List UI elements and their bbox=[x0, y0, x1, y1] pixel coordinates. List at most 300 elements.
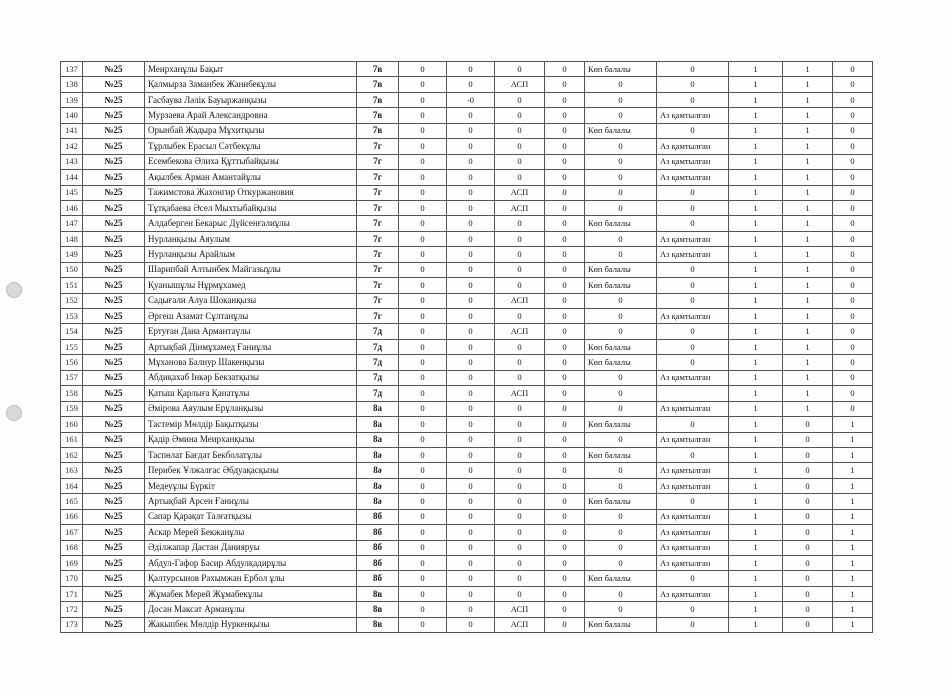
col-8: 1 bbox=[783, 262, 833, 277]
school-number: №25 bbox=[83, 432, 145, 447]
table-row bbox=[61, 278, 873, 293]
col-9: 0 bbox=[833, 293, 873, 308]
students-table bbox=[60, 61, 873, 633]
class-name: 7г bbox=[357, 170, 399, 185]
col-8: 1 bbox=[783, 154, 833, 169]
col-4: 0 bbox=[545, 293, 585, 308]
col-8: 1 bbox=[783, 77, 833, 92]
col-4: 0 bbox=[545, 463, 585, 478]
col-3: 0 bbox=[495, 92, 545, 107]
class-name: 7г bbox=[357, 231, 399, 246]
school-number: №25 bbox=[83, 417, 145, 432]
col-5: 0 bbox=[585, 139, 657, 154]
col-1: 0 bbox=[399, 309, 447, 324]
class-name: 8б bbox=[357, 509, 399, 524]
row-number: 155 bbox=[61, 339, 83, 354]
col-4: 0 bbox=[545, 355, 585, 370]
row-number: 168 bbox=[61, 540, 83, 555]
col-3: 0 bbox=[495, 586, 545, 601]
class-name: 7в bbox=[357, 77, 399, 92]
school-number: №25 bbox=[83, 617, 145, 632]
col-7: 1 bbox=[729, 77, 783, 92]
col-7: 1 bbox=[729, 556, 783, 571]
col-5: 0 bbox=[585, 463, 657, 478]
col-1: 0 bbox=[399, 447, 447, 462]
col-7: 1 bbox=[729, 123, 783, 138]
col-3: 0 bbox=[495, 432, 545, 447]
row-number: 145 bbox=[61, 185, 83, 200]
col-7: 1 bbox=[729, 586, 783, 601]
col-4: 0 bbox=[545, 309, 585, 324]
col-2: 0 bbox=[447, 339, 495, 354]
col-8: 0 bbox=[783, 432, 833, 447]
class-name: 7д bbox=[357, 339, 399, 354]
col-7: 1 bbox=[729, 525, 783, 540]
col-7: 1 bbox=[729, 324, 783, 339]
col-6: 0 bbox=[657, 602, 729, 617]
school-number: №25 bbox=[83, 447, 145, 462]
col-2: 0 bbox=[447, 556, 495, 571]
class-name: 7г bbox=[357, 139, 399, 154]
row-number: 142 bbox=[61, 139, 83, 154]
col-2: 0 bbox=[447, 447, 495, 462]
col-9: 0 bbox=[833, 123, 873, 138]
row-number: 140 bbox=[61, 108, 83, 123]
student-name: Шарипбай Алтынбек Майгазыұлы bbox=[145, 262, 357, 277]
row-number: 171 bbox=[61, 586, 83, 601]
school-number: №25 bbox=[83, 170, 145, 185]
student-name: Тастемір Мөлдір Бақытқызы bbox=[145, 417, 357, 432]
col-8: 1 bbox=[783, 370, 833, 385]
col-5: 0 bbox=[585, 540, 657, 555]
col-8: 1 bbox=[783, 339, 833, 354]
student-name: Алдаберген Бекарыс Дүйсенғалиұлы bbox=[145, 216, 357, 231]
col-8: 0 bbox=[783, 602, 833, 617]
col-6: 0 bbox=[657, 324, 729, 339]
col-9: 1 bbox=[833, 447, 873, 462]
school-number: №25 bbox=[83, 478, 145, 493]
row-number: 167 bbox=[61, 525, 83, 540]
table-row bbox=[61, 386, 873, 401]
col-1: 0 bbox=[399, 216, 447, 231]
col-4: 0 bbox=[545, 401, 585, 416]
col-8: 0 bbox=[783, 571, 833, 586]
col-3: АСП bbox=[495, 617, 545, 632]
class-name: 7г bbox=[357, 216, 399, 231]
table-row bbox=[61, 77, 873, 92]
col-2: 0 bbox=[447, 540, 495, 555]
col-2: 0 bbox=[447, 586, 495, 601]
col-7: 1 bbox=[729, 262, 783, 277]
table-row bbox=[61, 447, 873, 462]
col-7: 1 bbox=[729, 170, 783, 185]
class-name: 8б bbox=[357, 525, 399, 540]
table-row bbox=[61, 494, 873, 509]
student-name: Гасбаува Ләлік Бауыржанқызы bbox=[145, 92, 357, 107]
col-5: Көп балалы bbox=[585, 447, 657, 462]
col-6: Аз қамтылған bbox=[657, 540, 729, 555]
table-row bbox=[61, 617, 873, 632]
col-3: 0 bbox=[495, 278, 545, 293]
student-name: Ертуған Дана Армантаүлы bbox=[145, 324, 357, 339]
school-number: №25 bbox=[83, 216, 145, 231]
col-6: 0 bbox=[657, 77, 729, 92]
row-number: 137 bbox=[61, 62, 83, 77]
row-number: 148 bbox=[61, 231, 83, 246]
col-4: 0 bbox=[545, 62, 585, 77]
student-name: Садығали Алуа Шоканқызы bbox=[145, 293, 357, 308]
col-8: 0 bbox=[783, 586, 833, 601]
col-6: Аз қамтылған bbox=[657, 586, 729, 601]
col-4: 0 bbox=[545, 278, 585, 293]
col-5: Көп балалы bbox=[585, 417, 657, 432]
class-name: 7г bbox=[357, 309, 399, 324]
col-2: 0 bbox=[447, 355, 495, 370]
col-5: Көп балалы bbox=[585, 262, 657, 277]
table-row bbox=[61, 170, 873, 185]
col-1: 0 bbox=[399, 278, 447, 293]
col-6: 0 bbox=[657, 262, 729, 277]
class-name: 8в bbox=[357, 602, 399, 617]
col-6: 0 bbox=[657, 617, 729, 632]
table-row bbox=[61, 262, 873, 277]
col-7: 1 bbox=[729, 478, 783, 493]
student-name: Мурзаева Арай Александровна bbox=[145, 108, 357, 123]
col-9: 1 bbox=[833, 556, 873, 571]
table-row bbox=[61, 293, 873, 308]
col-9: 0 bbox=[833, 185, 873, 200]
row-number: 164 bbox=[61, 478, 83, 493]
col-9: 1 bbox=[833, 509, 873, 524]
row-number: 169 bbox=[61, 556, 83, 571]
col-8: 1 bbox=[783, 139, 833, 154]
col-5: 0 bbox=[585, 432, 657, 447]
col-3: 0 bbox=[495, 556, 545, 571]
col-5: 0 bbox=[585, 509, 657, 524]
school-number: №25 bbox=[83, 324, 145, 339]
class-name: 7г bbox=[357, 154, 399, 169]
class-name: 8в bbox=[357, 586, 399, 601]
row-number: 154 bbox=[61, 324, 83, 339]
class-name: 7в bbox=[357, 92, 399, 107]
col-9: 0 bbox=[833, 339, 873, 354]
col-7: 1 bbox=[729, 185, 783, 200]
row-number: 151 bbox=[61, 278, 83, 293]
class-name: 7г bbox=[357, 185, 399, 200]
col-1: 0 bbox=[399, 509, 447, 524]
col-4: 0 bbox=[545, 216, 585, 231]
col-8: 0 bbox=[783, 463, 833, 478]
col-6: Аз қамтылған bbox=[657, 154, 729, 169]
col-4: 0 bbox=[545, 324, 585, 339]
col-5: 0 bbox=[585, 108, 657, 123]
col-4: 0 bbox=[545, 617, 585, 632]
student-name: Жұмабек Мерей Жұмабекұлы bbox=[145, 586, 357, 601]
student-name: Есембекова Әлиха Құттыбайқызы bbox=[145, 154, 357, 169]
row-number: 146 bbox=[61, 200, 83, 215]
table-row bbox=[61, 339, 873, 354]
row-number: 157 bbox=[61, 370, 83, 385]
col-5: 0 bbox=[585, 370, 657, 385]
col-8: 0 bbox=[783, 447, 833, 462]
col-3: 0 bbox=[495, 139, 545, 154]
col-2: 0 bbox=[447, 324, 495, 339]
col-5: 0 bbox=[585, 386, 657, 401]
col-7: 1 bbox=[729, 370, 783, 385]
col-3: 0 bbox=[495, 370, 545, 385]
col-4: 0 bbox=[545, 602, 585, 617]
col-7: 1 bbox=[729, 154, 783, 169]
col-8: 1 bbox=[783, 92, 833, 107]
student-name: Ақылбек Арман Амантайұлы bbox=[145, 170, 357, 185]
row-number: 158 bbox=[61, 386, 83, 401]
col-6: Аз қамтылған bbox=[657, 432, 729, 447]
student-name: Тұрлыбек Ерасыл Сәтбекұлы bbox=[145, 139, 357, 154]
col-1: 0 bbox=[399, 247, 447, 262]
col-7: 1 bbox=[729, 355, 783, 370]
col-3: 0 bbox=[495, 247, 545, 262]
row-number: 163 bbox=[61, 463, 83, 478]
school-number: №25 bbox=[83, 262, 145, 277]
col-1: 0 bbox=[399, 525, 447, 540]
col-5: Көп балалы bbox=[585, 62, 657, 77]
student-name: Абдиқахаб Інкәр Бекзатқызы bbox=[145, 370, 357, 385]
col-5: Көп балалы bbox=[585, 216, 657, 231]
punch-hole-bottom bbox=[6, 405, 22, 421]
col-8: 1 bbox=[783, 200, 833, 215]
col-3: 0 bbox=[495, 401, 545, 416]
col-6: 0 bbox=[657, 494, 729, 509]
table-row bbox=[61, 355, 873, 370]
student-name: Қалмырза Заманбек Жанибекұлы bbox=[145, 77, 357, 92]
row-number: 147 bbox=[61, 216, 83, 231]
col-8: 1 bbox=[783, 309, 833, 324]
row-number: 152 bbox=[61, 293, 83, 308]
col-4: 0 bbox=[545, 478, 585, 493]
col-2: 0 bbox=[447, 77, 495, 92]
col-9: 0 bbox=[833, 231, 873, 246]
school-number: №25 bbox=[83, 77, 145, 92]
col-5: 0 bbox=[585, 200, 657, 215]
row-number: 138 bbox=[61, 77, 83, 92]
col-1: 0 bbox=[399, 386, 447, 401]
col-9: 0 bbox=[833, 401, 873, 416]
col-8: 1 bbox=[783, 216, 833, 231]
col-6: Аз қамтылған bbox=[657, 525, 729, 540]
student-name: Жакыпбек Мөлдір Нуркенқызы bbox=[145, 617, 357, 632]
col-1: 0 bbox=[399, 556, 447, 571]
row-number: 141 bbox=[61, 123, 83, 138]
student-name: Әргеш Азамат Сұлтанұлы bbox=[145, 309, 357, 324]
col-9: 1 bbox=[833, 540, 873, 555]
row-number: 149 bbox=[61, 247, 83, 262]
col-1: 0 bbox=[399, 200, 447, 215]
class-name: 7г bbox=[357, 247, 399, 262]
col-9: 1 bbox=[833, 602, 873, 617]
col-8: 0 bbox=[783, 478, 833, 493]
col-6: Аз қамтылған bbox=[657, 170, 729, 185]
col-4: 0 bbox=[545, 525, 585, 540]
col-4: 0 bbox=[545, 571, 585, 586]
table-row bbox=[61, 200, 873, 215]
table-row bbox=[61, 556, 873, 571]
col-6: Аз қамтылған bbox=[657, 556, 729, 571]
school-number: №25 bbox=[83, 339, 145, 354]
col-2: 0 bbox=[447, 262, 495, 277]
col-1: 0 bbox=[399, 154, 447, 169]
col-1: 0 bbox=[399, 401, 447, 416]
col-1: 0 bbox=[399, 62, 447, 77]
row-number: 143 bbox=[61, 154, 83, 169]
class-name: 7в bbox=[357, 108, 399, 123]
school-number: №25 bbox=[83, 123, 145, 138]
col-7: 1 bbox=[729, 463, 783, 478]
col-2: 0 bbox=[447, 478, 495, 493]
table-row bbox=[61, 463, 873, 478]
table-row bbox=[61, 92, 873, 107]
col-8: 1 bbox=[783, 293, 833, 308]
col-8: 0 bbox=[783, 540, 833, 555]
col-7: 1 bbox=[729, 139, 783, 154]
school-number: №25 bbox=[83, 525, 145, 540]
school-number: №25 bbox=[83, 370, 145, 385]
col-8: 0 bbox=[783, 556, 833, 571]
col-2: 0 bbox=[447, 247, 495, 262]
col-5: 0 bbox=[585, 602, 657, 617]
class-name: 8ә bbox=[357, 463, 399, 478]
student-name: Тұтқабаева Әсел Мыхтыбайқызы bbox=[145, 200, 357, 215]
table-row bbox=[61, 62, 873, 77]
student-name: Абдул-Гафор Басир Абдулқадирұлы bbox=[145, 556, 357, 571]
col-3: 0 bbox=[495, 478, 545, 493]
col-6: 0 bbox=[657, 417, 729, 432]
col-8: 1 bbox=[783, 324, 833, 339]
col-3: 0 bbox=[495, 447, 545, 462]
row-number: 144 bbox=[61, 170, 83, 185]
col-7: 1 bbox=[729, 602, 783, 617]
col-2: 0 bbox=[447, 139, 495, 154]
col-2: 0 bbox=[447, 123, 495, 138]
col-4: 0 bbox=[545, 262, 585, 277]
col-6: Аз қамтылған bbox=[657, 401, 729, 416]
col-6: 0 bbox=[657, 447, 729, 462]
col-6: 0 bbox=[657, 200, 729, 215]
col-5: 0 bbox=[585, 309, 657, 324]
col-8: 0 bbox=[783, 417, 833, 432]
class-name: 8б bbox=[357, 556, 399, 571]
col-9: 1 bbox=[833, 432, 873, 447]
col-7: 1 bbox=[729, 540, 783, 555]
col-9: 0 bbox=[833, 309, 873, 324]
col-8: 1 bbox=[783, 108, 833, 123]
class-name: 7в bbox=[357, 62, 399, 77]
col-2: 0 bbox=[447, 185, 495, 200]
row-number: 159 bbox=[61, 401, 83, 416]
col-9: 0 bbox=[833, 92, 873, 107]
col-2: 0 bbox=[447, 293, 495, 308]
col-7: 1 bbox=[729, 200, 783, 215]
col-8: 1 bbox=[783, 123, 833, 138]
col-6: 0 bbox=[657, 571, 729, 586]
col-2: 0 bbox=[447, 216, 495, 231]
col-9: 0 bbox=[833, 62, 873, 77]
col-9: 0 bbox=[833, 139, 873, 154]
row-number: 153 bbox=[61, 309, 83, 324]
school-number: №25 bbox=[83, 185, 145, 200]
col-6: Аз қамтылған bbox=[657, 478, 729, 493]
col-2: 0 bbox=[447, 401, 495, 416]
col-1: 0 bbox=[399, 494, 447, 509]
class-name: 7г bbox=[357, 200, 399, 215]
table-row bbox=[61, 432, 873, 447]
col-2: 0 bbox=[447, 62, 495, 77]
col-7: 1 bbox=[729, 309, 783, 324]
table-row bbox=[61, 478, 873, 493]
col-8: 0 bbox=[783, 525, 833, 540]
col-9: 1 bbox=[833, 586, 873, 601]
col-6: 0 bbox=[657, 185, 729, 200]
col-7: 1 bbox=[729, 62, 783, 77]
col-3: АСП bbox=[495, 77, 545, 92]
school-number: №25 bbox=[83, 154, 145, 169]
col-5: Көп балалы bbox=[585, 355, 657, 370]
col-1: 0 bbox=[399, 231, 447, 246]
class-name: 7в bbox=[357, 123, 399, 138]
school-number: №25 bbox=[83, 556, 145, 571]
col-9: 1 bbox=[833, 417, 873, 432]
col-8: 1 bbox=[783, 247, 833, 262]
student-name: Аскар Мерей Бекжанұлы bbox=[145, 525, 357, 540]
school-number: №25 bbox=[83, 571, 145, 586]
col-3: 0 bbox=[495, 494, 545, 509]
student-name: Әділжапар Дастан Данияруы bbox=[145, 540, 357, 555]
class-name: 8а bbox=[357, 417, 399, 432]
col-2: 0 bbox=[447, 617, 495, 632]
col-1: 0 bbox=[399, 108, 447, 123]
col-5: 0 bbox=[585, 77, 657, 92]
col-7: 1 bbox=[729, 108, 783, 123]
student-name: Медеуұлы Бүркіт bbox=[145, 478, 357, 493]
table-row bbox=[61, 185, 873, 200]
col-6: Аз қамтылған bbox=[657, 509, 729, 524]
school-number: №25 bbox=[83, 278, 145, 293]
col-7: 1 bbox=[729, 386, 783, 401]
col-4: 0 bbox=[545, 556, 585, 571]
school-number: №25 bbox=[83, 293, 145, 308]
col-2: 0 bbox=[447, 571, 495, 586]
col-5: Көп балалы bbox=[585, 617, 657, 632]
col-4: 0 bbox=[545, 247, 585, 262]
table-row bbox=[61, 571, 873, 586]
col-7: 1 bbox=[729, 417, 783, 432]
col-3: АСП bbox=[495, 386, 545, 401]
col-1: 0 bbox=[399, 602, 447, 617]
punch-hole-top bbox=[6, 282, 22, 298]
table-row bbox=[61, 417, 873, 432]
col-2: 0 bbox=[447, 525, 495, 540]
col-4: 0 bbox=[545, 370, 585, 385]
col-8: 0 bbox=[783, 509, 833, 524]
col-9: 0 bbox=[833, 386, 873, 401]
col-6: 0 bbox=[657, 355, 729, 370]
col-7: 1 bbox=[729, 92, 783, 107]
col-8: 1 bbox=[783, 386, 833, 401]
col-1: 0 bbox=[399, 370, 447, 385]
col-4: 0 bbox=[545, 154, 585, 169]
col-7: 1 bbox=[729, 231, 783, 246]
col-4: 0 bbox=[545, 494, 585, 509]
col-9: 0 bbox=[833, 247, 873, 262]
